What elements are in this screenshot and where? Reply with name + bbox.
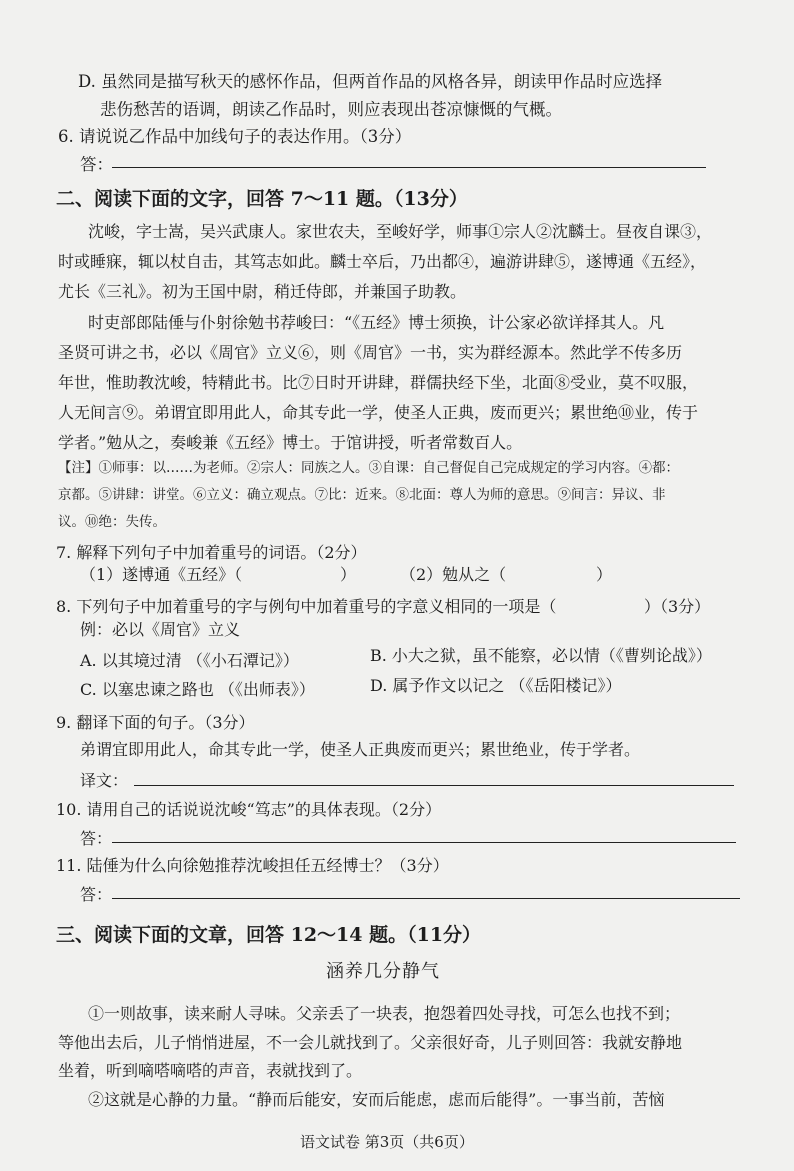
annotation-note: 京都。⑤讲肆：讲堂。⑥立义：确立观点。⑦比：近来。⑧北面：尊人为师的意思。⑨间言：异议、非 [58,487,666,503]
q8-question: 8. 下列句子中加着重号的字与例句中加着重号的字意义相同的一项是（ [56,597,557,616]
passage-line: 学者。”勉从之，奏峻兼《五经》博士。于馆讲授，听者常数百人。 [58,433,523,452]
q9-question: 9. 翻译下面的句子。（3分） [56,713,255,732]
q7-item1-close: ） [340,565,357,584]
article-paragraph-line: ①一则故事，读来耐人寻味。父亲丢了一块表，抱怨着四处寻找，可怎么也找不到； [88,1004,681,1023]
passage-line: 时或睡寐，辄以杖自击，其笃志如此。麟士卒后，乃出都④，遍游讲肆⑤，遂博通《五经》， [58,252,707,271]
article-paragraph-line: ②这就是心静的力量。“静而后能安，安而后能虑，虑而后能得”。一事当前，苦恼 [88,1090,665,1109]
passage-line: 尤长《三礼》。初为王国中尉，稍迁侍郎，并兼国子助教。 [58,282,467,301]
article-paragraph-line: 等他出去后，儿子悄悄进屋，不一会儿就找到了。父亲很好奇，儿子则回答：我就安静地 [58,1033,683,1052]
passage-line: 人无间言⑨。弟谓宜即用此人，命其专此一学，使圣人正典，废而更兴；累世绝⑩业，传于 [58,403,699,422]
q7-item2: （2）勉从之（ [400,565,507,584]
section3-heading: 三、阅读下面的文章，回答 12～14 题。（11分） [56,924,482,946]
q6-answer-line[interactable] [112,167,706,168]
q6-answer-label: 答： [80,155,113,174]
annotation-note: 议。⑩绝：失传。 [58,514,166,530]
q8-option-a: A. 以其境过清 （《小石潭记》） [80,651,299,670]
passage-line: 沈峻，字士嵩，吴兴武康人。家世农夫，至峻好学，师事①宗人②沈麟士。昼夜自课③， [88,222,713,241]
q10-answer-label: 答： [80,829,113,848]
q7-item1: （1）遂博通《五经》（ [80,565,243,584]
q8-option-c: C. 以塞忠谏之路也 （《出师表》） [80,680,315,699]
passage-line: 圣贤可讲之书，必以《周官》立义⑥，则《周官》一书，实为群经源本。然此学不传多历 [58,343,683,362]
q11-question: 11. 陆倕为什么向徐勉推荐沈峻担任五经博士？（3分） [56,856,449,875]
article-paragraph-line: 坐着，听到嘀嗒嘀嗒的声音，表就找到了。 [58,1061,363,1080]
q8-question-end: ）（3分） [644,597,711,616]
q11-answer-label: 答： [80,885,113,904]
page-footer: 语文试卷 第3页（共6页） [300,1133,474,1151]
q6-question: 6. 请说说乙作品中加线句子的表达作用。（3分） [58,127,412,146]
q11-answer-line[interactable] [112,898,740,899]
q8-option-b: B. 小大之狱，虽不能察，必以情（《曹刿论战》） [370,646,712,665]
annotation-note: 【注】①师事：以……为老师。②宗人：同族之人。③自课：自己督促自己完成规定的学习内容。④都： [58,460,679,476]
q5-option-d-line1: D. 虽然同是描写秋天的感怀作品，但两首作品的风格各异，朗读甲作品时应选择 [78,72,663,91]
q10-question: 10. 请用自己的话说说沈峻“笃志”的具体表现。（2分） [56,800,442,819]
q9-sentence: 弟谓宜即用此人，命其专此一学，使圣人正典废而更兴；累世绝业，传于学者。 [80,740,641,759]
q8-example: 例：必以《周官》立义 [80,620,241,639]
section2-heading: 二、阅读下面的文字，回答 7～11 题。（13分） [56,188,468,210]
passage-line: 年世，惟助教沈峻，特精此书。比⑦日时开讲肆，群儒抉经下坐，北面⑧受业，莫不叹服， [58,373,699,392]
q10-answer-line[interactable] [112,842,736,843]
q7-question: 7. 解释下列句子中加着重号的词语。（2分） [56,543,367,562]
article-title: 涵养几分静气 [326,961,440,982]
q7-item2-close: ） [596,565,613,584]
q9-answer-line[interactable] [134,785,734,786]
q9-answer-label: 译文： [80,771,129,790]
q5-option-d-line2: 悲伤愁苦的语调，朗读乙作品时，则应表现出苍凉慷慨的气概。 [100,100,562,119]
passage-line: 时吏部郎陆倕与仆射徐勉书荐峻曰：“《五经》博士须换，计公家必欲详择其人。凡 [88,313,665,332]
q8-option-d: D. 属予作文以记之 （《岳阳楼记》） [370,676,622,695]
